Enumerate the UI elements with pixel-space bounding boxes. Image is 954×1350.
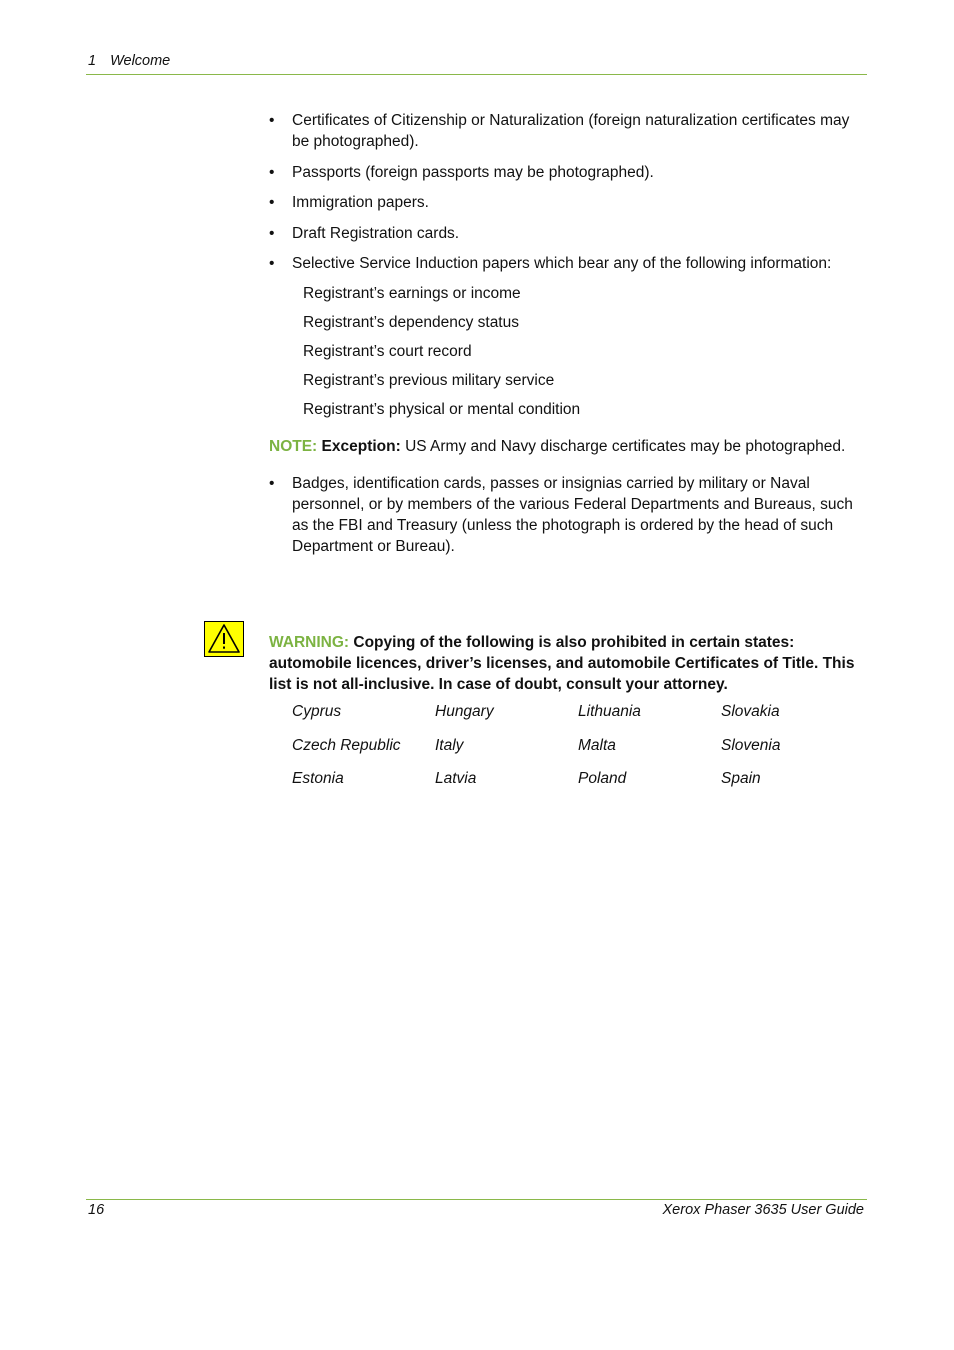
note-text: US Army and Navy discharge certificates may be photographed. bbox=[405, 437, 846, 455]
badges-list bbox=[269, 473, 869, 557]
country-cell: Hungary bbox=[435, 703, 494, 720]
footer-rule bbox=[86, 1199, 867, 1200]
countries-table bbox=[292, 701, 872, 789]
note-paragraph bbox=[269, 436, 869, 457]
sublist-item: Registrant’s previous military service bbox=[303, 371, 555, 389]
sublist-item: Registrant’s dependency status bbox=[303, 313, 519, 331]
note-emphasis: Exception: bbox=[321, 437, 401, 455]
chapter-title: Welcome bbox=[110, 53, 171, 69]
page-number: 16 bbox=[88, 1202, 105, 1218]
warning-paragraph bbox=[269, 632, 869, 695]
list-item: • Certificates of Citizenship or Naturalization (foreign naturalization certificates may be photographed). bbox=[269, 110, 869, 152]
list-item: • Draft Registration cards. bbox=[269, 223, 869, 244]
country-cell: Cyprus bbox=[292, 703, 342, 720]
list-item: • Badges, identification cards, passes or insignias carried by military or Naval personnel, or by members of the various Federal Departments and Bureaus, such as the FBI and Treasury (unless the photograph is ordered by the head of such Department or Bureau). bbox=[269, 473, 869, 557]
country-cell: Czech Republic bbox=[292, 736, 401, 754]
page-header bbox=[88, 53, 867, 69]
warning-label: WARNING: bbox=[269, 633, 350, 651]
country-cell: Slovenia bbox=[721, 736, 781, 754]
list-item: • Selective Service Induction papers which bear any of the following information: bbox=[269, 253, 869, 274]
list-item: • Immigration papers. bbox=[269, 192, 869, 213]
country-cell: Spain bbox=[721, 770, 761, 787]
warning-triangle-icon bbox=[204, 621, 244, 657]
country-cell: Lithuania bbox=[578, 703, 641, 720]
main-content bbox=[269, 110, 869, 566]
country-cell: Slovakia bbox=[721, 703, 780, 720]
chapter-number: 1 bbox=[88, 53, 97, 69]
note-label: NOTE: bbox=[269, 437, 318, 455]
country-cell: Malta bbox=[578, 736, 616, 754]
sublist-item: Registrant’s earnings or income bbox=[303, 284, 521, 302]
country-cell: Latvia bbox=[435, 770, 477, 787]
registrant-info-list bbox=[303, 283, 869, 428]
country-cell: Poland bbox=[578, 770, 627, 787]
header-rule bbox=[86, 74, 867, 75]
sublist-item: Registrant’s physical or mental condition bbox=[303, 400, 581, 418]
prohibited-documents-list bbox=[269, 110, 869, 274]
sublist-item: Registrant’s court record bbox=[303, 342, 472, 360]
country-cell: Estonia bbox=[292, 770, 344, 787]
guide-title: Xerox Phaser 3635 User Guide bbox=[662, 1202, 864, 1218]
country-cell: Italy bbox=[435, 736, 464, 754]
list-item: • Passports (foreign passports may be photographed). bbox=[269, 162, 869, 183]
warning-text: Copying of the following is also prohibited in certain states: automobile licences, driver’s licenses, and automobile Certificates of Title. This list is not all-inclusive. In case of doubt, consult your attorney. bbox=[269, 633, 855, 693]
